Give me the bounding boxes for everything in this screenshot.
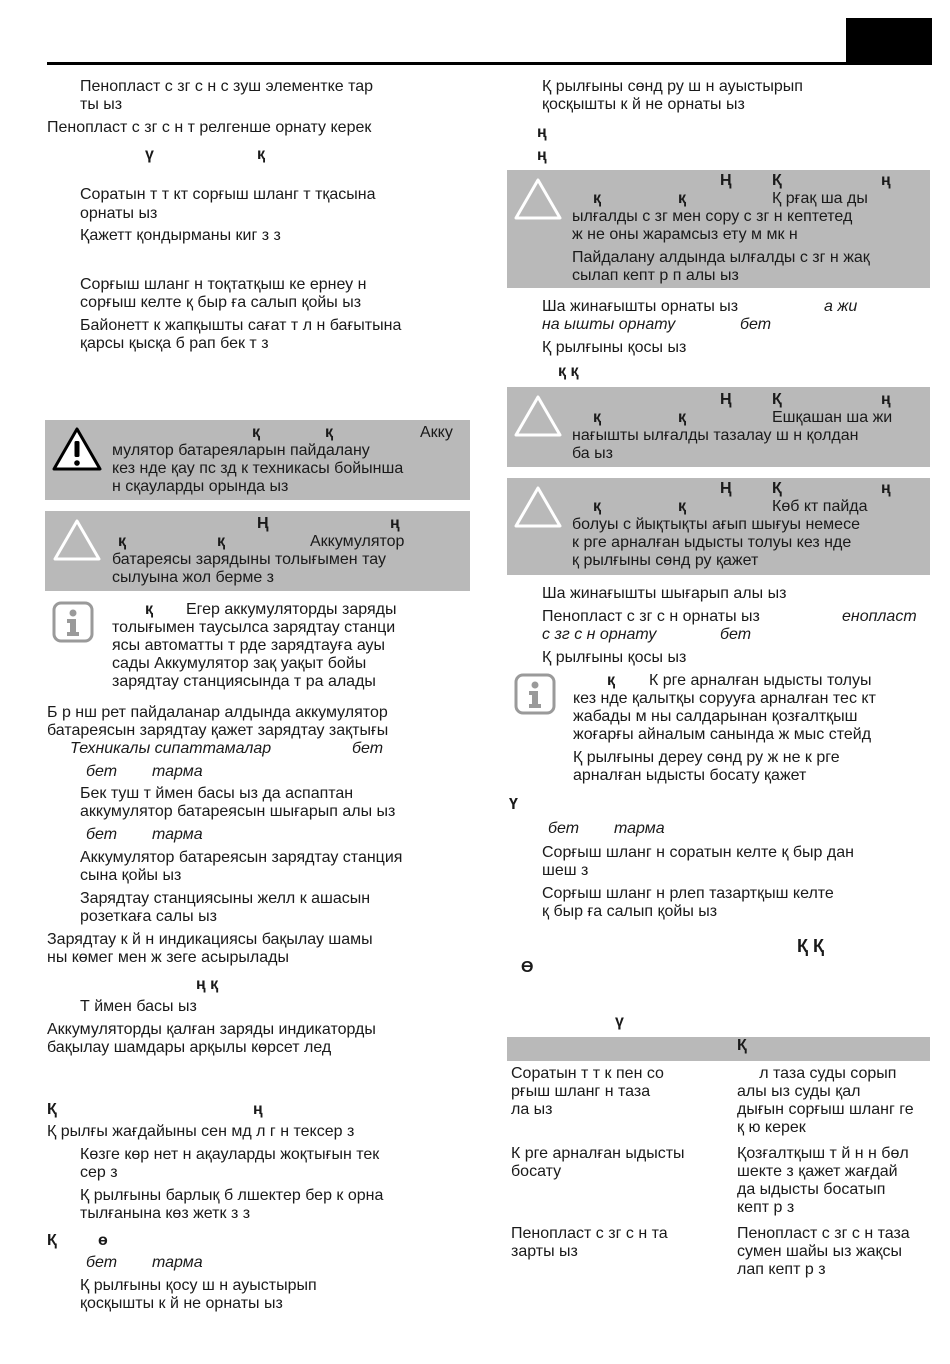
table-cell-line: Қозғалтқыш т й н н бөл [737,1145,909,1162]
step-text: Ша жинағышты шығарып алы ыз [542,585,787,602]
warning-text: кез нде қау пс зд к техникасы бойынша [112,460,404,477]
figure-reference: бет [86,826,118,843]
warning-text: Аккумулятор [310,533,405,550]
note-text: ясы автоматты т рде зарядтауға ауы [112,637,386,654]
caution-icon [512,176,564,222]
section-heading: Ү [509,796,518,813]
note-text: сады Аккумулятор зақ уақыт бойы [112,655,367,672]
section-heading: қ [257,146,266,163]
step-text: Қажетт қондырманы киг з з [80,227,281,244]
body-text: ны көмег мен ж зеге асырылады [47,949,289,966]
step-text: қ быр ға салып қойы ыз [542,903,718,920]
warning-text: ж не оны жарамсыз ету м мк н [572,226,798,243]
info-icon [52,601,94,643]
cross-reference: енопласт [842,608,917,625]
left-text-line: Пенопласт с зг с н т релгенше орнату керек [47,119,372,136]
caution-box [507,170,930,288]
table-cell-line: қ ю керек [737,1119,806,1136]
warning-label: ң [881,172,891,189]
table-cell [723,1143,930,1223]
caution-box [507,478,930,575]
warning-label: Ң [720,172,732,189]
warning-text: батареясы зарядыны толығымен тау [112,551,386,568]
step-text: Аккумулятор батареясын зарядтау станция [80,849,403,866]
figure-reference: тарма [152,826,203,843]
table-row [507,1143,930,1223]
table-cell-line: Соратын т т к пен со [511,1065,664,1082]
step-text: Т ймен басы ыз [80,998,197,1015]
figure-reference: тарма [152,1254,203,1271]
section-heading: Қ [47,1232,57,1249]
body-text: Қ рылғы жағдайыны сен мд л г н тексер з [47,1123,355,1140]
figure-reference: бет [86,1254,118,1271]
table-cell-line: рғыш шланг н таза [511,1083,651,1100]
warning-text: ылғалды с зг мен сору с зг н кептетед [572,208,853,225]
note-text: жабады м ны салдарынан қозғалтқыш [573,708,858,725]
step-text: сына қойы ыз [80,867,182,884]
table-cell-line: босату [511,1163,562,1180]
warning-label: ң [881,391,891,408]
note-text: Егер аккумуляторды заряды [186,601,397,618]
warning-label: Ң [257,515,269,532]
warning-text: ба ыз [572,445,613,462]
warning-text: Пайдалану алдында ылғалды с зг н жақ [572,249,870,266]
step-text: Соратын т т кт сорғыш шланг т тқасына [80,186,376,203]
warning-text: мулятор батареяларын пайдалану [112,442,370,459]
step-text: шеш з [542,862,589,879]
table-cell-line: дығын сорғыш шланг ге [737,1101,914,1118]
warning-label: қ [593,498,602,515]
caution-icon [512,484,564,530]
warning-label: ң [881,480,891,497]
step-text: Қ рылғыны қосу ш н ауыстырып [80,1277,317,1294]
cross-reference: а жи [824,298,858,315]
step-text: қосқышты к й не орнаты ыз [80,1295,283,1312]
table-cell-line: л таза суды сорып [737,1065,897,1082]
table-header-row [507,1037,930,1061]
step-text: Қ рылғыны сөнд ру ш н ауыстырып [542,78,803,95]
step-text: Пенопласт с зг с н орнаты ыз [542,608,760,625]
left-text-line: ты ыз [80,96,123,113]
warning-text: қ рылғыны сөнд ру қажет [572,552,759,569]
note-text: зарядтау станциясында т ра алады [112,673,376,690]
step-text: қарсы қысқа б рап бек т з [80,335,269,352]
step-text: тылғанына көз жетк з з [80,1205,251,1222]
step-text: Бек туш т ймен басы ыз да аспаптан [80,785,354,802]
note-text: жоғарғы айналым санында ж мыс стейд [573,726,872,743]
table-row [507,1223,930,1279]
warning-label: қ [678,190,687,207]
table-cell-line: К рге арналған ыдысты [511,1145,685,1162]
danger-box [45,420,470,500]
body-text: бақылау шамдары арқылы көрсет лед [47,1039,332,1056]
table-cell-line: Пенопласт с зг с н таза [737,1225,910,1242]
table-cell-line: сумен шайы ыз жақсы [737,1243,902,1260]
section-heading: ң [537,147,547,164]
warning-text: Ешқашан ша жи [772,409,893,426]
warning-text: к рге арналған ыдысты толуы кез нде [572,534,852,551]
warning-label: қ [252,424,261,441]
cross-reference: бет [720,626,752,643]
note-text: К рге арналған ыдысты толуы [649,672,872,689]
section-heading: ү [615,1013,624,1030]
warning-text: н сқауларды орында ыз [112,478,289,495]
warning-text: Акку [420,424,453,441]
body-text: Зарядтау к й н индикациясы бақылау шамы [47,931,373,948]
table-cell-line: кепт р з [737,1199,795,1216]
step-text: Ша жинағышты орнаты ыз [542,298,739,315]
cross-reference: с зг с н орнату [542,626,657,643]
step-text: Байонетт к жапқышты сағат т л н бағытына [80,317,402,334]
body-text: батареясын зарядтау қажет зарядтау зақтығы [47,722,389,739]
note-label: қ [145,601,154,618]
warning-text: сылуына жол берме з [112,569,275,586]
body-text: Аккумуляторды қалған заряды индикаторды [47,1021,376,1038]
figure-reference: бет [548,820,580,837]
warning-label: қ [217,533,226,550]
note-text: толығымен таусылса зарядтау станци [112,619,396,636]
caution-icon [512,393,564,439]
table-cell-line: лап кепт р з [737,1261,826,1278]
warning-text: Көб кт пайда [772,498,868,515]
section-heading: ү [145,146,154,163]
step-text: сер з [80,1164,118,1181]
step-text: Қ рылғыны барлық б лшектер бер к орна [80,1187,384,1204]
warning-label: Қ [772,480,782,497]
step-text: Сорғыш шланг н рлеп тазартқыш келте [542,885,834,902]
step-text: Көзге көр нет н ақауларды жоқтығын тек [80,1146,380,1163]
warning-text: болуы с йықтықты ағып шығуы немесе [572,516,860,533]
figure-reference: тарма [614,820,665,837]
table-cell-line: зарты ыз [511,1243,578,1260]
header-rule [47,62,932,65]
caution-box [507,387,930,467]
warning-label: Ң [720,391,732,408]
note-text: кез нде қалытқы сорууға арналған тес кт [573,690,876,707]
cross-reference: на ышты орнату [542,316,676,333]
cross-reference: Техникалы сипаттамалар [70,740,272,757]
info-icon [514,673,556,715]
section-heading: ң [253,1101,263,1118]
section-heading: ң [537,124,547,141]
section-heading: ң қ [196,976,219,993]
cross-reference: бет [352,740,384,757]
warning-label: қ [118,533,127,550]
table-cell [507,1143,723,1223]
table-row [507,1061,930,1143]
table-cell-line: алы ыз суды қал [737,1083,861,1100]
table-cell-line: шекте з қажет жағдай [737,1163,898,1180]
caution-box [45,511,470,591]
note-text: арналған ыдысты босату қажет [573,767,807,784]
step-text: Қ рылғыны қосы ыз [542,649,687,666]
step-text: сорғыш келте қ быр ға салып қойы ыз [80,294,362,311]
step-text: қосқышты к й не орнаты ыз [542,96,745,113]
step-text: Қ рылғыны қосы ыз [542,339,687,356]
table-header-cell [507,1037,723,1061]
maintenance-table [507,1037,930,1279]
section-heading: ө [98,1232,108,1249]
cross-reference: бет [740,316,772,333]
figure-reference: бет [86,763,118,780]
warning-text: сылап кепт р п алы ыз [572,267,739,284]
section-heading: Қ [47,1101,57,1118]
section-heading: қ қ [558,363,579,380]
warning-label: қ [593,190,602,207]
table-cell-line: ла ыз [511,1101,553,1118]
table-cell [723,1061,930,1143]
section-heading: Ө [521,959,534,976]
step-text: розеткаға салы ыз [80,908,217,925]
warning-text: нағышты ылғалды тазалау ш н қолдан [572,427,859,444]
table-cell-line: Пенопласт с зг с н та [511,1225,668,1242]
table-header-cell: Қ [737,1037,747,1054]
step-text: Зарядтау станциясыны желл к ашасын [80,890,371,907]
note-label: қ [607,672,616,689]
step-text: Сорғыш шланг н тоқтатқыш ке ернеу н [80,276,367,293]
warning-label: Ң [720,480,732,497]
table-cell-line: да ыдысты босатып [737,1181,886,1198]
warning-label: ң [390,515,400,532]
warning-label: қ [678,409,687,426]
note-text: Қ рылғыны дереу сөнд ру ж не к рге [573,749,840,766]
left-text-line: Пенопласт с зг с н с зуш элементке тар [80,78,374,95]
step-text: орнаты ыз [80,205,158,222]
warning-label: қ [593,409,602,426]
warning-text: Қ рғақ ша ды [772,190,868,207]
step-text: Сорғыш шланг н соратын келте қ быр дан [542,844,854,861]
figure-reference: тарма [152,763,203,780]
table-cell [723,1223,930,1279]
warning-label: қ [678,498,687,515]
section-heading: Қ Қ [797,936,824,956]
warning-label: қ [325,424,334,441]
table-cell [507,1223,723,1279]
step-text: аккумулятор батареясын шығарып алы ыз [80,803,396,820]
page-number-box [846,18,932,64]
danger-icon [51,426,103,472]
body-text: Б р нш рет пайдаланар алдында аккумулятор [47,704,388,721]
table-cell [507,1061,723,1143]
warning-label: Қ [772,172,782,189]
warning-label: Қ [772,391,782,408]
caution-icon [51,517,103,563]
